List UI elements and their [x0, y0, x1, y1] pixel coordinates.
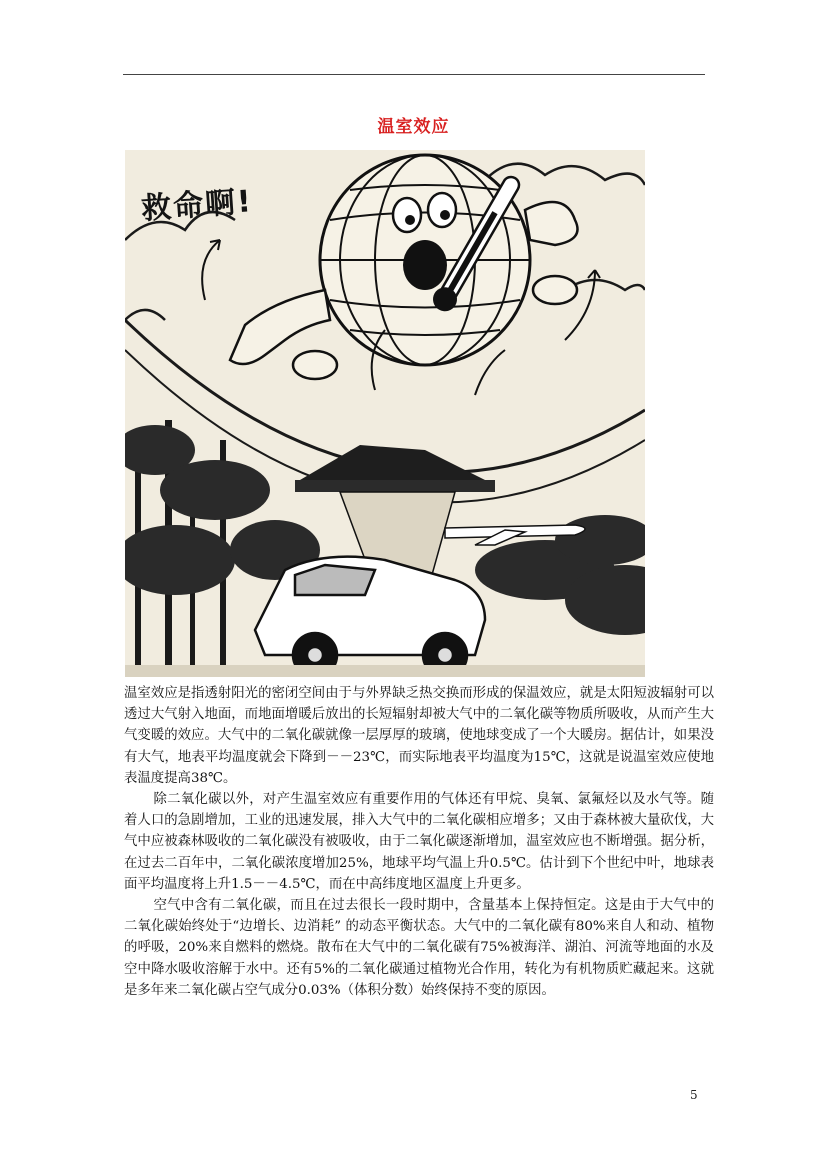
page-title: 温室效应: [377, 117, 450, 137]
paragraph-2: 除二氧化碳以外，对产生温室效应有重要作用的气体还有甲烷、臭氧、氯氟烃以及水气等。随着人口的急剧增加，工业的迅速发展，排入大气中的二氧化碳相应增多；又由于森林被大量砍伐，大气中应被森林吸收的二氧化碳没有被吸收，由于二氧化碳逐渐增加，温室效应也不断增强。据分析，在过去二百年中，二氧化碳浓度增加25%，地球平均气温上升0.5℃。估计到下个世纪中叶，地球表面平均温度将上升1.5－－4.5℃，而在中高纬度地区温度上升更多。: [124, 792, 714, 892]
header-rule: [123, 74, 705, 75]
paragraph-1: 温室效应是指透射阳光的密闭空间由于与外界缺乏热交换而形成的保温效应，就是太阳短波辐射可以透过大气射入地面，而地面增暖后放出的长短辐射却被大气中的二氧化碳等物质所吸收，从而产生大气变暖的效应。大气中的二氧化碳就像一层厚厚的玻璃，使地球变成了一个大暖房。据估计，如果没有大气，地表平均温度就会下降到－－23℃，而实际地表平均温度为15℃，这就是说温室效应使地表温度提高38℃。: [124, 686, 714, 786]
cartoon-caption: 救命啊!: [140, 184, 255, 227]
page-number: 5: [690, 1088, 698, 1102]
body-text: [124, 683, 714, 1001]
paragraph-3: 空气中含有二氧化碳，而且在过去很长一段时期中，含量基本上保持恒定。这是由于大气中的二氧化碳始终处于“边增长、边消耗” 的动态平衡状态。大气中的二氧化碳有80%来自人和动、植物的呼吸，20%来自燃料的燃烧。散布在大气中的二氧化碳有75%被海洋、湖泊、河流等地面的水及空中降水吸收溶解于水中。还有5%的二氧化碳通过植物光合作用，转化为有机物质贮藏起来。这就是多年来二氧化碳占空气成分0.03%（体积分数）始终保持不变的原因。: [124, 898, 714, 998]
greenhouse-cartoon-illustration: [125, 150, 645, 677]
